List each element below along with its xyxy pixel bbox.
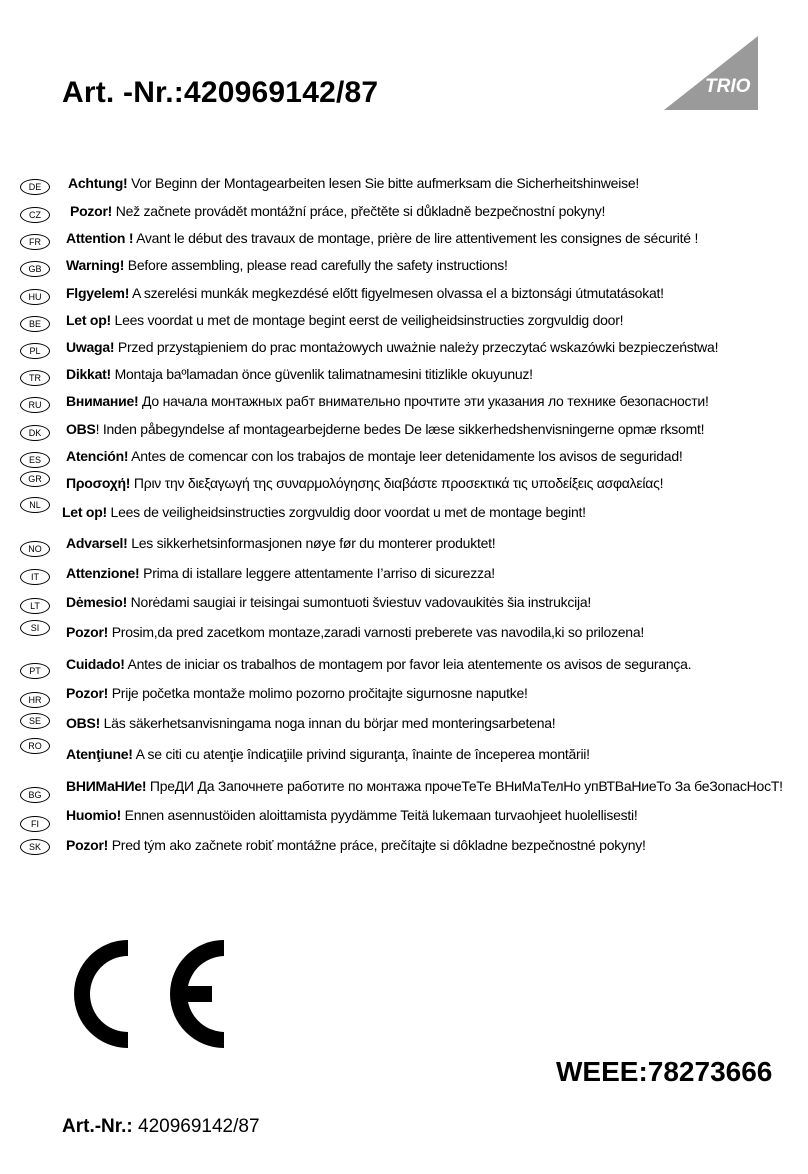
warning-message: Pred tým ako začnete robiť montážne práce, prečítajte si dôkladne bezpečnostné pokyny! <box>108 837 646 853</box>
warning-keyword: Atenţiune! <box>66 746 133 762</box>
language-code-badge: PT <box>20 663 50 679</box>
warning-keyword: Attention ! <box>66 230 134 246</box>
warning-row-sk <box>0 835 808 859</box>
ce-mark-icon <box>62 934 228 1054</box>
warning-text <box>66 622 644 642</box>
warning-text <box>66 283 664 303</box>
warning-keyword: Let op! <box>66 312 111 328</box>
warning-text <box>66 473 663 493</box>
warning-keyword: Pozor! <box>66 624 109 640</box>
warning-row-fr <box>0 228 808 252</box>
warning-keyword: Dėmesio! <box>66 594 128 610</box>
language-code-badge: HU <box>20 289 50 305</box>
warning-message: Ennen asennustöiden aloittamista pyydämme Teitä lukemaan turvaohjeet huolellisesti! <box>121 807 638 823</box>
warning-keyword: OBS! <box>66 715 100 731</box>
warning-text <box>66 592 591 612</box>
logo-text: TRIO <box>705 76 751 97</box>
warning-text <box>66 563 495 583</box>
warning-keyword: Pozor! <box>66 837 109 853</box>
warning-text <box>66 364 533 384</box>
warning-keyword: Warning! <box>66 257 125 273</box>
warning-row-cz <box>0 201 808 225</box>
warning-message: Lees de veiligheidsinstructies zorgvuldig door voordat u met de montage begint! <box>106 504 586 520</box>
trio-logo <box>660 34 760 114</box>
warning-message: Avant le début des travaux de montage, prière de lire attentivement les consignes de sécurité ! <box>133 230 699 246</box>
warning-message: Antes de comencar con los trabajos de montaje leer detenidamente los avisos de seguridad! <box>128 448 683 464</box>
warning-keyword: Uwaga! <box>66 339 115 355</box>
language-code-badge: NL <box>20 497 50 513</box>
warning-message: A szerelési munkák megkezdésé előtt figyelmesen olvassa el a biztonsági útmutatásokat! <box>129 285 664 301</box>
warning-message: Antes de iniciar os trabalhos de montagem por favor leia atentemente os avisos de segurança. <box>124 656 692 672</box>
warning-text <box>62 502 586 522</box>
warning-text <box>66 713 555 733</box>
warning-keyword: Cuidado! <box>66 656 125 672</box>
language-code-badge: RO <box>20 738 50 754</box>
footer-value: 420969142/87 <box>132 1116 260 1137</box>
warning-text <box>66 446 683 466</box>
warning-row-si <box>0 622 808 646</box>
language-code-badge: PL <box>20 343 50 359</box>
language-code-badge: GB <box>20 261 50 277</box>
warning-message: Les sikkerhetsinformasjonen nøye før du monterer produktet! <box>127 535 496 551</box>
warning-keyword: Achtung! <box>68 175 128 191</box>
language-code-badge: IT <box>20 569 50 585</box>
warning-message: ПреДИ Да Започнете работите по монтажа прочеТеТе ВНиМаТелНо упВТВаНиеТо За беЗопасНосТ! <box>146 778 783 794</box>
warning-text <box>66 391 709 411</box>
weee-number: WEEE:78273666 <box>556 1056 773 1087</box>
language-code-badge: SI <box>20 620 50 636</box>
warning-row-pt <box>0 654 808 678</box>
warning-message: Before assembling, please read carefully the safety instructions! <box>124 257 508 273</box>
warning-text <box>66 419 704 439</box>
warning-text <box>66 337 718 357</box>
warning-row-gb <box>0 255 808 279</box>
language-code-badge: FI <box>20 816 50 832</box>
warning-message: Než začnete provádět montážní práce, přečtěte si důkladně bezpečnostní pokyny! <box>112 203 606 219</box>
language-code-badge: DK <box>20 425 50 441</box>
warning-text <box>66 310 623 330</box>
language-code-badge: LT <box>20 598 50 614</box>
warning-text <box>66 683 528 703</box>
warning-message: Prije početka montaže molimo pozorno pročitajte sigurnosne naputke! <box>108 685 528 701</box>
warning-keyword: Attenzione! <box>66 565 140 581</box>
language-code-badge: SE <box>20 713 50 729</box>
warning-keyword: Pozor! <box>66 685 109 701</box>
warning-text <box>68 173 639 193</box>
warning-message: Lees voordat u met de montage begint eerst de veiligheidsinstructies zorgvuldig door! <box>110 312 624 328</box>
warning-row-gr <box>0 473 808 497</box>
page-title: Art. -Nr.:420969142/87 <box>62 76 379 109</box>
warning-keyword: Advarsel! <box>66 535 128 551</box>
warning-text <box>66 533 495 553</box>
language-code-badge: GR <box>20 471 50 487</box>
language-code-badge: SK <box>20 839 50 855</box>
warning-row-it <box>0 563 808 587</box>
warning-message: ! Inden påbegyndelse af montagearbejderne bedes De læse sikkerhedshenvisningerne opmæ rksomt! <box>95 421 705 437</box>
warning-row-hu <box>0 283 808 307</box>
warning-message: Norėdami saugiai ir teisingai sumontuoti šviestuv vadovaukitės šia instrukcija! <box>127 594 592 610</box>
warning-text <box>66 744 590 764</box>
warning-text <box>66 228 698 248</box>
warning-row-de <box>0 173 808 197</box>
language-code-badge: ES <box>20 452 50 468</box>
warning-keyword: Let op! <box>62 504 107 520</box>
warning-keyword: Huomio! <box>66 807 122 823</box>
warning-row-fi <box>0 805 808 829</box>
warning-text <box>66 654 691 674</box>
language-code-badge: BE <box>20 316 50 332</box>
language-code-badge: DE <box>20 179 50 195</box>
warning-row-es <box>0 446 808 470</box>
warning-text <box>66 805 638 825</box>
warning-row-dk <box>0 419 808 443</box>
warning-message: Prima di istallare leggere attentamente I’arriso di sicurezza! <box>139 565 495 581</box>
warning-keyword: Pozor! <box>70 203 113 219</box>
warning-row-nl <box>0 502 808 526</box>
language-code-badge: HR <box>20 692 50 708</box>
language-code-badge: NO <box>20 541 50 557</box>
warning-row-be <box>0 310 808 334</box>
warning-message: Montaja baºlamadan önce güvenlik talimatnamesini titizlikle okuyunuz! <box>110 366 533 382</box>
language-code-badge: TR <box>20 370 50 386</box>
warning-message: Vor Beginn der Montagearbeiten lesen Sie bitte aufmerksam die Sicherheitshinweise! <box>127 175 639 191</box>
trio-triangle-icon <box>660 34 760 114</box>
warning-row-ru <box>0 391 808 415</box>
warning-row-no <box>0 533 808 557</box>
footer-label: Art.-Nr.: <box>62 1116 133 1137</box>
warning-keyword: Atención! <box>66 448 129 464</box>
warning-message: Przed przystąpieniem do prac montażowych uważnie należy przeczytać wskazówki bezpieczeństwa! <box>114 339 719 355</box>
language-code-badge: FR <box>20 234 50 250</box>
warning-keyword: Внимание! <box>66 393 139 409</box>
warning-message: Πριν την διεξαγωγή της συναρμολόγησης διαβάστε προσεκτικά τις υποδείξεις ασφαλείας! <box>130 475 664 491</box>
warning-keyword: Flgyelem! <box>66 285 130 301</box>
warning-message: До начала монтажных рабт внимательно прочтите эти указания ло технике безопасности! <box>138 393 709 409</box>
warning-row-pl <box>0 337 808 361</box>
footer-article-number <box>62 1116 260 1138</box>
warning-row-se <box>0 713 808 737</box>
warning-keyword: OBS <box>66 421 96 437</box>
language-code-badge: CZ <box>20 207 50 223</box>
warning-row-bg <box>0 776 808 800</box>
warning-row-lt <box>0 592 808 616</box>
warning-row-ro <box>0 741 808 768</box>
warning-message: Prosim,da pred zacetkom montaze,zaradi varnosti preberete vas navodila,ki so prilozena! <box>108 624 645 640</box>
language-code-badge: RU <box>20 397 50 413</box>
warning-text <box>66 835 646 855</box>
warning-keyword: ВНИМаНИе! <box>66 778 147 794</box>
warning-row-tr <box>0 364 808 388</box>
warning-text <box>66 255 508 275</box>
warning-text <box>70 201 605 221</box>
warning-message: A se citi cu atenţie îndicaţiile privind siguranţa, înainte de începerea montării! <box>132 746 590 762</box>
language-code-badge: BG <box>20 787 50 803</box>
warning-keyword: Προσοχή! <box>66 475 131 491</box>
warning-row-hr <box>0 683 808 707</box>
warning-keyword: Dikkat! <box>66 366 111 382</box>
ce-mark <box>62 934 228 1054</box>
warning-text <box>66 776 783 796</box>
warning-message: Läs säkerhetsanvisningama noga innan du börjar med monteringsarbetena! <box>100 715 556 731</box>
